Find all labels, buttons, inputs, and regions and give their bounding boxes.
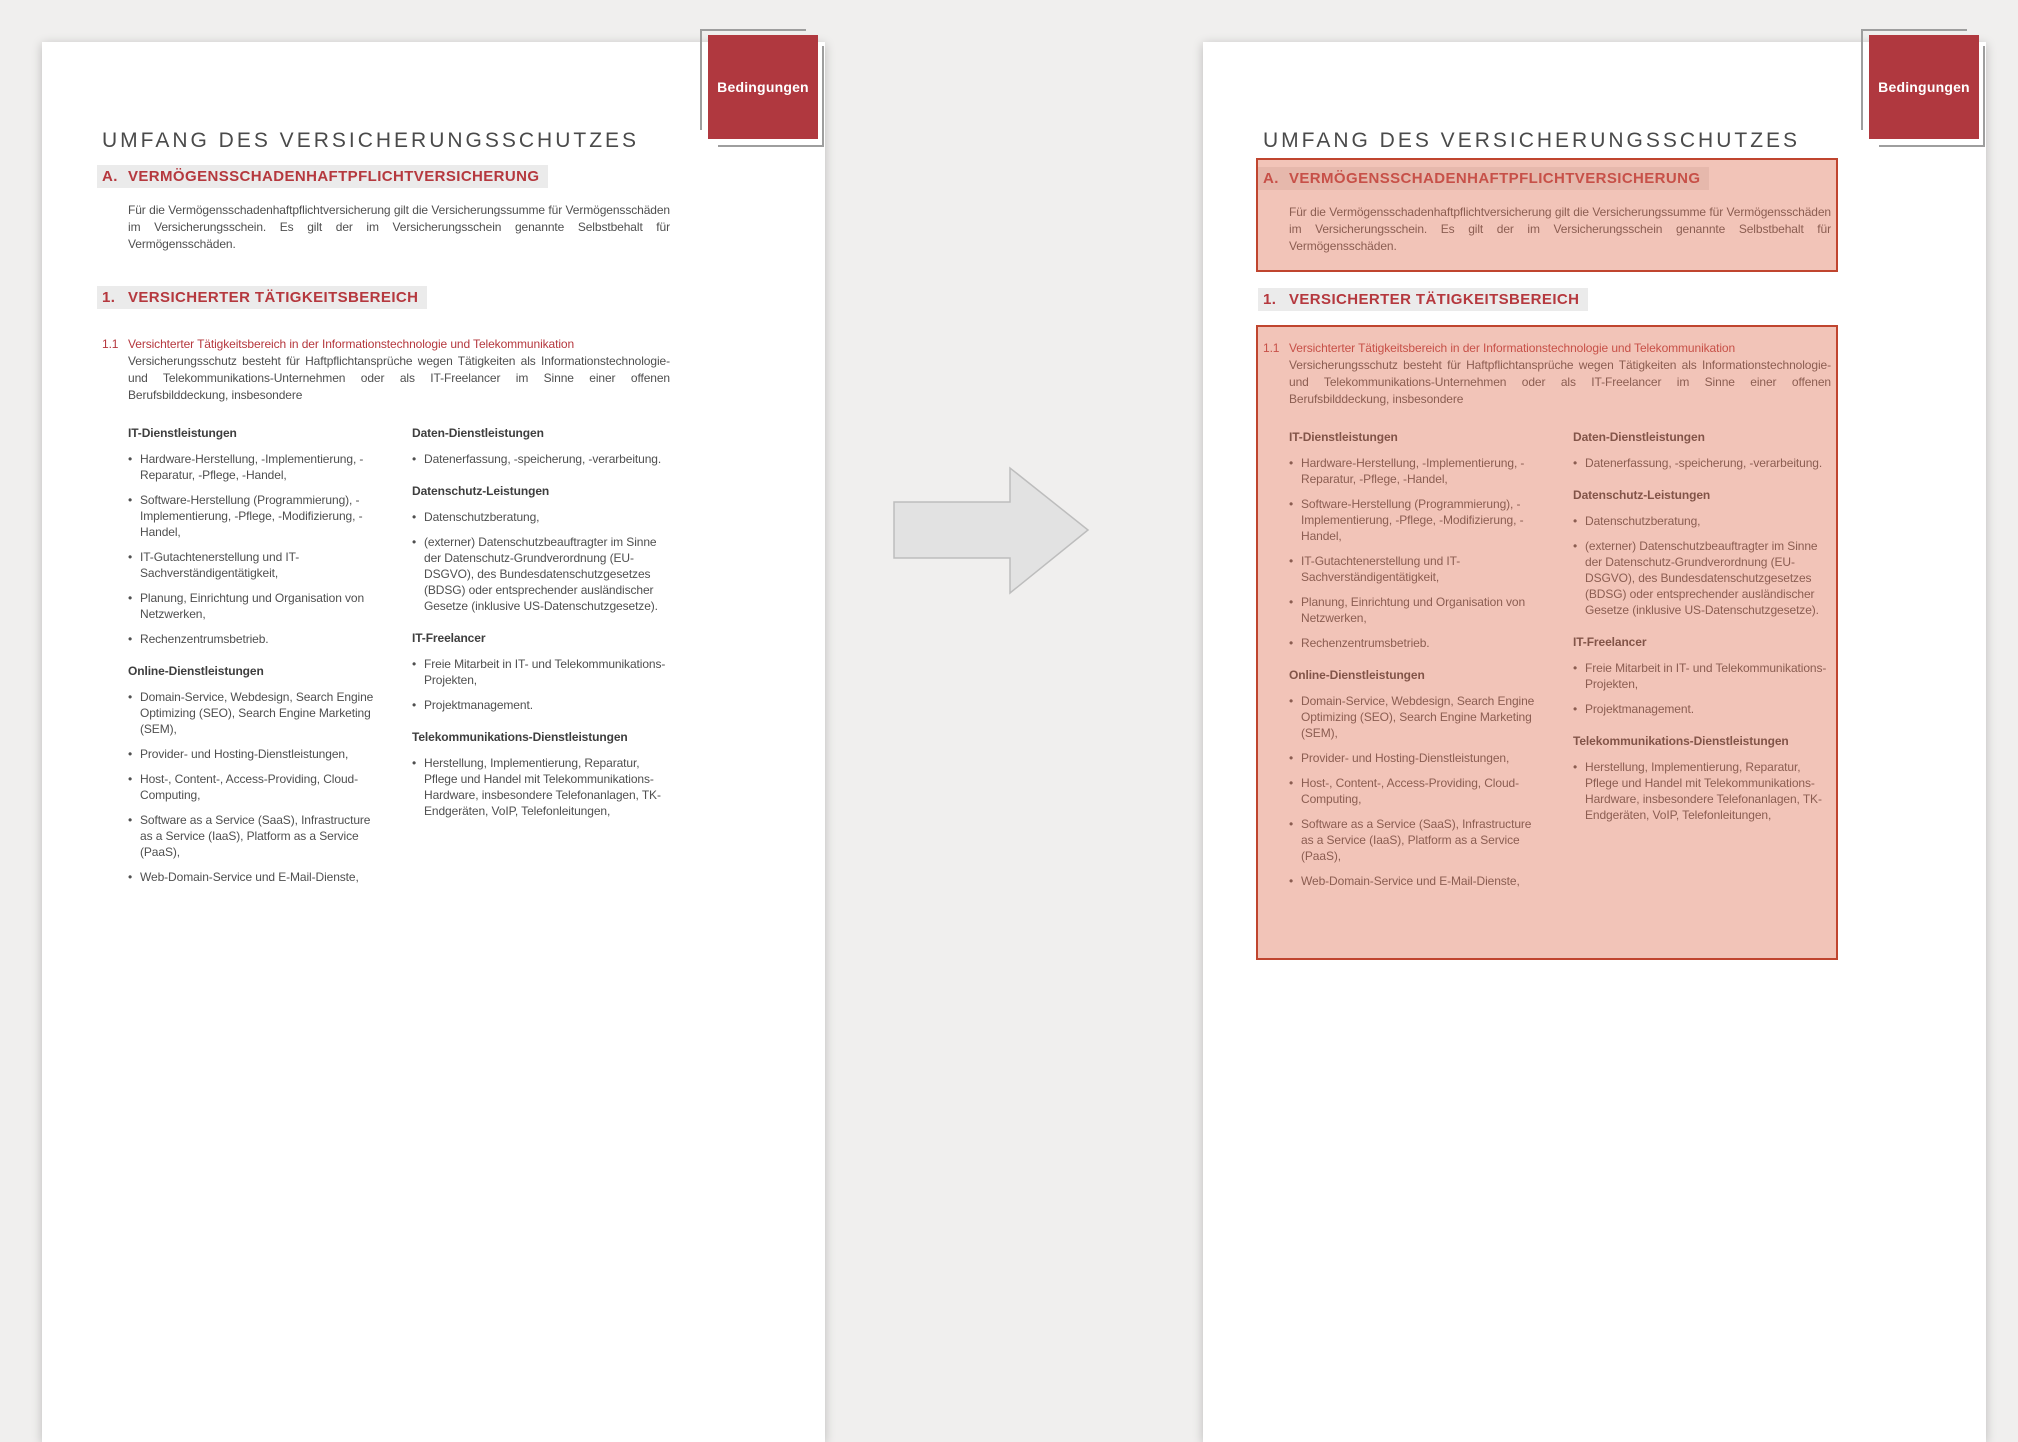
section-1-1-body: Versicherungsschutz besteht für Haftpflichtansprüche wegen Tätigkeiten als Informationstechnologie- und Telekommunikations-Unternehmen oder als IT-Freelancer im Sinne einer offenen Berufsbilddeckung, insbesondere [128, 354, 670, 402]
arrow-right-icon [893, 466, 1091, 596]
list-item [1573, 513, 1831, 529]
list-item-text: IT-Gutachtenerstellung und IT-Sachverständigentätigkeit, [1301, 554, 1461, 584]
list-item-text: Projektmanagement. [424, 698, 533, 712]
highlight-box-section-a [1256, 158, 1838, 272]
service-column-left [1289, 429, 1537, 898]
page-highlighted [1203, 42, 1986, 1442]
list-item [1573, 538, 1831, 618]
section-a-body: Für die Vermögensschadenhaftpflichtversicherung gilt die Versicherungssumme für Vermögensschäden im Versicherungsschein. Es gilt der im Versicherungsschein genannte Selbstbehalt für Vermögensschäden. [128, 203, 670, 251]
list-item [128, 689, 376, 737]
bullet-marker: • [1289, 595, 1294, 609]
section-1-1-body: Versicherungsschutz besteht für Haftpflichtansprüche wegen Tätigkeiten als Informationstechnologie- und Telekommunikations-Unternehmen oder als IT-Freelancer im Sinne einer offenen Berufsbilddeckung, insbesondere [1289, 358, 1831, 406]
list-item [1289, 775, 1537, 807]
list-item [1289, 635, 1537, 651]
section-a-heading-text: VERMÖGENSSCHADENHAFTPFLICHTVERSICHERUNG [128, 168, 540, 185]
category-heading: Telekommunikations-Dienstleistungen [1573, 734, 1789, 748]
list-item [1573, 701, 1831, 717]
section-1-1-label: 1.1 [102, 337, 119, 351]
bullet-marker: • [1289, 636, 1294, 650]
list-item [412, 697, 670, 713]
bullet-marker: • [412, 535, 417, 549]
list-item [128, 771, 376, 803]
category-heading: IT-Dienstleistungen [1289, 430, 1398, 444]
list-item [1289, 873, 1537, 889]
list-item-text: Rechenzentrumsbetrieb. [1301, 636, 1430, 650]
bullet-marker: • [128, 690, 133, 704]
section-1-heading [1258, 288, 1588, 311]
bullet-marker: • [412, 698, 417, 712]
bullet-marker: • [128, 870, 133, 884]
page-content [42, 42, 825, 894]
bullet-marker: • [1289, 497, 1294, 511]
list-item-text: Datenerfassung, -speicherung, -verarbeitung. [1585, 456, 1823, 470]
badge-box [1869, 35, 1979, 139]
bullet-marker: • [1573, 760, 1578, 774]
badge-box [708, 35, 818, 139]
list-item [1289, 816, 1537, 864]
list-item-text: Herstellung, Implementierung, Reparatur, Pflege und Handel mit Telekommunikations-Hardware, insbesondere Telefonanlagen, TK-Endgeräten, VoIP, Telefonleitungen, [1585, 760, 1822, 822]
bullet-marker: • [128, 813, 133, 827]
section-1-1-label: 1.1 [1263, 341, 1280, 355]
page-content [1203, 42, 1986, 960]
bullet-marker: • [1289, 776, 1294, 790]
highlight-box-section-1-1 [1256, 325, 1838, 960]
section-1-1-content [1289, 340, 1831, 898]
section-1-label: 1. [102, 289, 116, 306]
list-item-text: Software-Herstellung (Programmierung), -Implementierung, -Pflege, -Modifizierung, -Handel, [1301, 497, 1524, 543]
list-item-text: Hardware-Herstellung, -Implementierung, -Reparatur, -Pflege, -Handel, [140, 452, 364, 482]
list-item-text: Rechenzentrumsbetrieb. [140, 632, 269, 646]
list-item-text: (externer) Datenschutzbeauftragter im Sinne der Datenschutz-Grundverordnung (EU-DSGVO), des Bundesdatenschutzgesetzes (BDSG) oder entsprechender ausländischer Gesetze (inklusive US-Datenschutzgesetze). [424, 535, 658, 613]
section-1-heading-text: VERSICHERTER TÄTIGKEITSBEREICH [1289, 291, 1580, 308]
service-column-right [412, 425, 670, 894]
bullet-marker: • [128, 452, 133, 466]
bullet-marker: • [128, 747, 133, 761]
list-item-text: Software as a Service (SaaS), Infrastructure as a Service (IaaS), Platform as a Service (PaaS), [140, 813, 371, 859]
document-title: UMFANG DES VERSICHERUNGSSCHUTZES [1263, 129, 1801, 152]
section-a-heading [1258, 167, 1709, 190]
bullet-marker: • [1289, 751, 1294, 765]
list-item [1289, 496, 1537, 544]
list-item-text: Planung, Einrichtung und Organisation von Netzwerken, [1301, 595, 1526, 625]
list-item-text: Hardware-Herstellung, -Implementierung, -Reparatur, -Pflege, -Handel, [1301, 456, 1525, 486]
list-item [1289, 594, 1537, 626]
bullet-marker: • [1573, 539, 1578, 553]
list-item [128, 869, 376, 885]
bullet-marker: • [128, 550, 133, 564]
list-item-text: Datenschutzberatung, [1585, 514, 1701, 528]
bedingungen-badge [1869, 35, 1979, 139]
bullet-marker: • [128, 591, 133, 605]
list-item-text: Web-Domain-Service und E-Mail-Dienste, [140, 870, 359, 884]
category-heading: Datenschutz-Leistungen [1573, 488, 1711, 502]
bullet-marker: • [1573, 456, 1578, 470]
list-item-text: Provider- und Hosting-Dienstleistungen, [1301, 751, 1510, 765]
category-heading: Daten-Dienstleistungen [1573, 430, 1705, 444]
category-heading: IT-Dienstleistungen [128, 426, 237, 440]
bullet-marker: • [412, 657, 417, 671]
list-item-text: Planung, Einrichtung und Organisation von Netzwerken, [140, 591, 365, 621]
service-column-right [1573, 429, 1831, 898]
bullet-marker: • [1573, 702, 1578, 716]
list-item [1573, 660, 1831, 692]
list-item-text: Datenerfassung, -speicherung, -verarbeitung. [424, 452, 662, 466]
list-item-text: Host-, Content-, Access-Providing, Cloud-Computing, [140, 772, 358, 802]
list-item [1289, 750, 1537, 766]
list-item-text: Herstellung, Implementierung, Reparatur, Pflege und Handel mit Telekommunikations-Hardware, insbesondere Telefonanlagen, TK-Endgeräten, VoIP, Telefonleitungen, [424, 756, 661, 818]
section-1-1 [102, 336, 670, 894]
list-item [128, 492, 376, 540]
badge-label: Bedingungen [1878, 79, 1970, 95]
list-item-text: Software as a Service (SaaS), Infrastructure as a Service (IaaS), Platform as a Service (PaaS), [1301, 817, 1532, 863]
list-item [412, 509, 670, 525]
list-item-text: Domain-Service, Webdesign, Search Engine Optimizing (SEO), Search Engine Marketing (SEM), [140, 690, 374, 736]
section-a-label: A. [1263, 170, 1279, 187]
list-item-text: Domain-Service, Webdesign, Search Engine Optimizing (SEO), Search Engine Marketing (SEM), [1301, 694, 1535, 740]
badge-label: Bedingungen [717, 79, 809, 95]
list-item-text: Projektmanagement. [1585, 702, 1694, 716]
list-item-text: IT-Gutachtenerstellung und IT-Sachverständigentätigkeit, [140, 550, 300, 580]
section-1-1 [1263, 340, 1831, 898]
section-1-heading-text: VERSICHERTER TÄTIGKEITSBEREICH [128, 289, 419, 306]
section-1-1-content [128, 336, 670, 894]
list-item-text: Software-Herstellung (Programmierung), -Implementierung, -Pflege, -Modifizierung, -Handel, [140, 493, 363, 539]
bullet-marker: • [412, 510, 417, 524]
section-a-body: Für die Vermögensschadenhaftpflichtversicherung gilt die Versicherungssumme für Vermögensschäden im Versicherungsschein. Es gilt der im Versicherungsschein genannte Selbstbehalt für Vermögensschäden. [1289, 205, 1831, 253]
section-1-1-heading: Versichterter Tätigkeitsbereich in der Informationstechnologie und Telekommunikation [1289, 341, 1736, 355]
category-heading: Daten-Dienstleistungen [412, 426, 544, 440]
bullet-marker: • [128, 772, 133, 786]
list-item [128, 590, 376, 622]
page-original [42, 42, 825, 1442]
list-item-text: Freie Mitarbeit in IT- und Telekommunikations-Projekten, [1585, 661, 1827, 691]
list-item [412, 451, 670, 467]
bullet-marker: • [1289, 874, 1294, 888]
bullet-marker: • [1573, 514, 1578, 528]
section-a-heading [97, 165, 548, 188]
list-item [412, 534, 670, 614]
bullet-marker: • [128, 493, 133, 507]
category-heading: IT-Freelancer [412, 631, 486, 645]
section-1-label: 1. [1263, 291, 1277, 308]
section-1-heading-row [1263, 288, 1831, 311]
list-item [128, 451, 376, 483]
list-item [128, 549, 376, 581]
bullet-marker: • [412, 756, 417, 770]
bullet-marker: • [1573, 661, 1578, 675]
list-item [128, 746, 376, 762]
list-item-text: Provider- und Hosting-Dienstleistungen, [140, 747, 349, 761]
bullet-marker: • [128, 632, 133, 646]
service-columns [128, 425, 670, 894]
bullet-marker: • [412, 452, 417, 466]
list-item [1573, 759, 1831, 823]
document-title: UMFANG DES VERSICHERUNGSSCHUTZES [102, 129, 640, 152]
section-1-1-heading: Versichterter Tätigkeitsbereich in der Informationstechnologie und Telekommunikation [128, 337, 575, 351]
list-item [1289, 693, 1537, 741]
list-item [1289, 553, 1537, 585]
list-item [128, 631, 376, 647]
category-heading: Telekommunikations-Dienstleistungen [412, 730, 628, 744]
bullet-marker: • [1289, 817, 1294, 831]
section-a-heading-row [102, 165, 670, 188]
section-1-heading [97, 286, 427, 309]
category-heading: Online-Dienstleistungen [1289, 668, 1425, 682]
list-item [1573, 455, 1831, 471]
bullet-marker: • [1289, 456, 1294, 470]
list-item-text: Host-, Content-, Access-Providing, Cloud-Computing, [1301, 776, 1519, 806]
list-item-text: Web-Domain-Service und E-Mail-Dienste, [1301, 874, 1520, 888]
category-heading: IT-Freelancer [1573, 635, 1647, 649]
section-1-heading-row [102, 286, 670, 309]
list-item [412, 755, 670, 819]
section-a-label: A. [102, 168, 118, 185]
list-item [128, 812, 376, 860]
section-a-heading-row [1263, 167, 1831, 190]
list-item [1289, 455, 1537, 487]
list-item [412, 656, 670, 688]
bedingungen-badge [708, 35, 818, 139]
service-column-left [128, 425, 376, 894]
list-item-text: Datenschutzberatung, [424, 510, 540, 524]
bullet-marker: • [1289, 554, 1294, 568]
section-a-heading-text: VERMÖGENSSCHADENHAFTPFLICHTVERSICHERUNG [1289, 170, 1701, 187]
list-item-text: (externer) Datenschutzbeauftragter im Sinne der Datenschutz-Grundverordnung (EU-DSGVO), des Bundesdatenschutzgesetzes (BDSG) oder entsprechender ausländischer Gesetze (inklusive US-Datenschutzgesetze). [1585, 539, 1819, 617]
category-heading: Online-Dienstleistungen [128, 664, 264, 678]
list-item-text: Freie Mitarbeit in IT- und Telekommunikations-Projekten, [424, 657, 666, 687]
service-columns [1289, 429, 1831, 898]
bullet-marker: • [1289, 694, 1294, 708]
category-heading: Datenschutz-Leistungen [412, 484, 550, 498]
